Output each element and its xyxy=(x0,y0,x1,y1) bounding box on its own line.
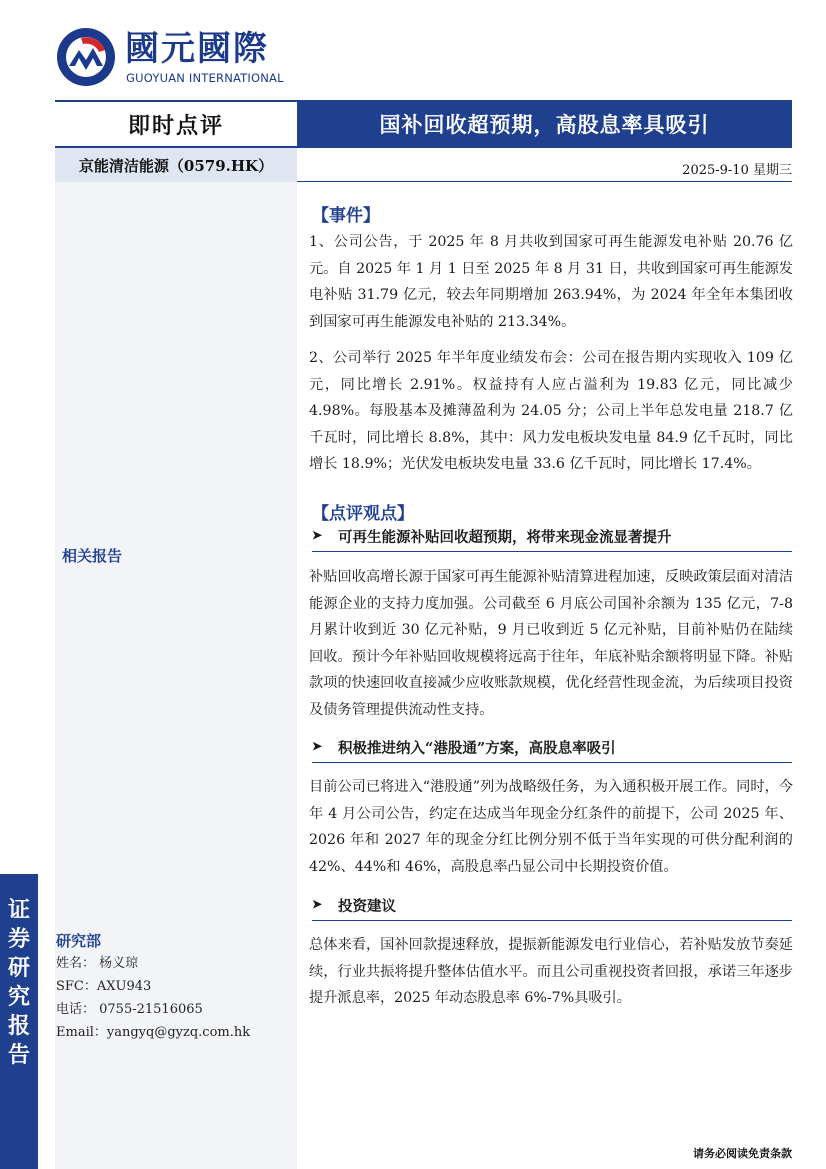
vertical-label xyxy=(0,896,38,1070)
event-paragraph-2: 2、公司举行 2025 年半年度业绩发布会：公司在报告期内实现收入 109 亿元，同比增长 2.91%。权益持有人应占溢利为 19.83 亿元，同比减少 4.98%。每股基本及摊薄盈利为 24.05 分；公司上半年总发电量 218.7 亿千瓦时，同比增长 8.8%，其中：风力发电板块发电量 84.9 亿千瓦时，同比增长 18.9%；光伏发电板块发电量 33.6 亿千瓦时，同比增长 17.4%。 xyxy=(309,350,793,472)
company-logo xyxy=(55,24,285,88)
disclaimer-note[interactable]: 请务必阅读免责条款 xyxy=(693,1147,792,1160)
bullet-heading-2-text: 积极推进纳入“港股通”方案，高股息率吸引 xyxy=(338,740,616,757)
arrow-bullet-icon: ➤ xyxy=(312,739,323,753)
related-reports-heading: 相关报告 xyxy=(62,547,123,565)
analyst-phone: 电话： 0755-21516065 xyxy=(56,1002,203,1017)
comment-paragraph-2: 目前公司已将进入“港股通”列为战略级任务，为入通积极开展工作。同时，今年 4 月公司公告，约定在达成当年现金分红条件的前提下，公司 2025 年、2026 年和 2027 年的现金分红比例分别不低于当年实现的可供分配利润的 42%、44%和 46%，高股息率凸显公司中长期投资价值。 xyxy=(309,779,793,875)
date-rule xyxy=(297,181,792,182)
analyst-name: 姓名： 杨义琼 xyxy=(56,956,139,971)
vertical-label-char: 券 xyxy=(7,926,30,952)
logo-name-cn: 國元國際 xyxy=(125,29,269,69)
logo-name-en: GUOYUAN INTERNATIONAL xyxy=(126,71,284,85)
analyst-sfc: SFC：AXU943 xyxy=(56,979,152,994)
guoyuan-logo-icon xyxy=(55,26,117,88)
analyst-email[interactable]: Email：yangyq@gyzq.com.hk xyxy=(56,1025,251,1040)
stock-label-bar xyxy=(55,148,297,182)
vertical-label-char: 研 xyxy=(7,955,30,981)
report-title: 国补回收超预期，高股息率具吸引 xyxy=(379,112,710,137)
vertical-label-char: 告 xyxy=(7,1042,30,1068)
vertical-label-char: 证 xyxy=(7,897,30,923)
vertical-label-char: 究 xyxy=(7,984,30,1010)
bullet-heading-2 xyxy=(312,737,792,763)
bullet-heading-1-text: 可再生能源补贴回收超预期，将带来现金流显著提升 xyxy=(338,529,672,546)
research-dept-heading: 研究部 xyxy=(56,932,102,950)
stock-label: 京能清洁能源（0579.HK） xyxy=(78,156,274,175)
report-type: 即时点评 xyxy=(127,112,224,139)
comment-paragraph-1: 补贴回收高增长源于国家可再生能源补贴清算进程加速，反映政策层面对清洁能源企业的支持力度加强。公司截至 6 月底公司国补余额为 135 亿元，7-8 月累计收到近 30 亿元补贴，9 月已收到近 5 亿元补贴，目前补贴仍在陆续回收。预计今年补贴回收规模将远高于往年，年底补贴余额将明显下降。补贴款项的快速回收直接减少应收账款规模，优化经营性现金流，为后续项目投资及债务管理提供流动性支持。 xyxy=(309,569,793,718)
event-paragraph-1: 1、公司公告，于 2025 年 8 月共收到国家可再生能源发电补贴 20.76 亿元。自 2025 年 1 月 1 日至 2025 年 8 月 31 日，共收到国家可再生能源发电补贴 31.79 亿元，较去年同期增加 263.94%，为 2024 年全年本集团收到国家可再生能源发电补贴的 213.34%。 xyxy=(309,234,793,330)
bullet-heading-3 xyxy=(312,895,792,921)
vertical-label-char: 报 xyxy=(7,1013,30,1039)
comment-heading: 【点评观点】 xyxy=(312,504,414,524)
arrow-bullet-icon: ➤ xyxy=(312,897,323,911)
vertical-label-band xyxy=(0,874,38,1169)
report-date: 2025-9-10 星期三 xyxy=(682,163,792,178)
bullet-heading-3-text: 投资建议 xyxy=(338,898,396,915)
comment-paragraph-3: 总体来看，国补回款提速释放，提振新能源发电行业信心，若补贴发放节奏延续，行业共振将提升整体估值水平。而且公司重视投资者回报，承诺三年逐步提升派息率，2025 年动态股息率 6%-7%具吸引。 xyxy=(309,937,793,1006)
report-type-box xyxy=(55,102,297,146)
report-title-bar xyxy=(297,102,792,146)
bullet-heading-1 xyxy=(312,526,792,552)
event-heading: 【事件】 xyxy=(312,206,380,226)
analyst-info xyxy=(56,952,250,1044)
arrow-bullet-icon: ➤ xyxy=(312,528,323,542)
